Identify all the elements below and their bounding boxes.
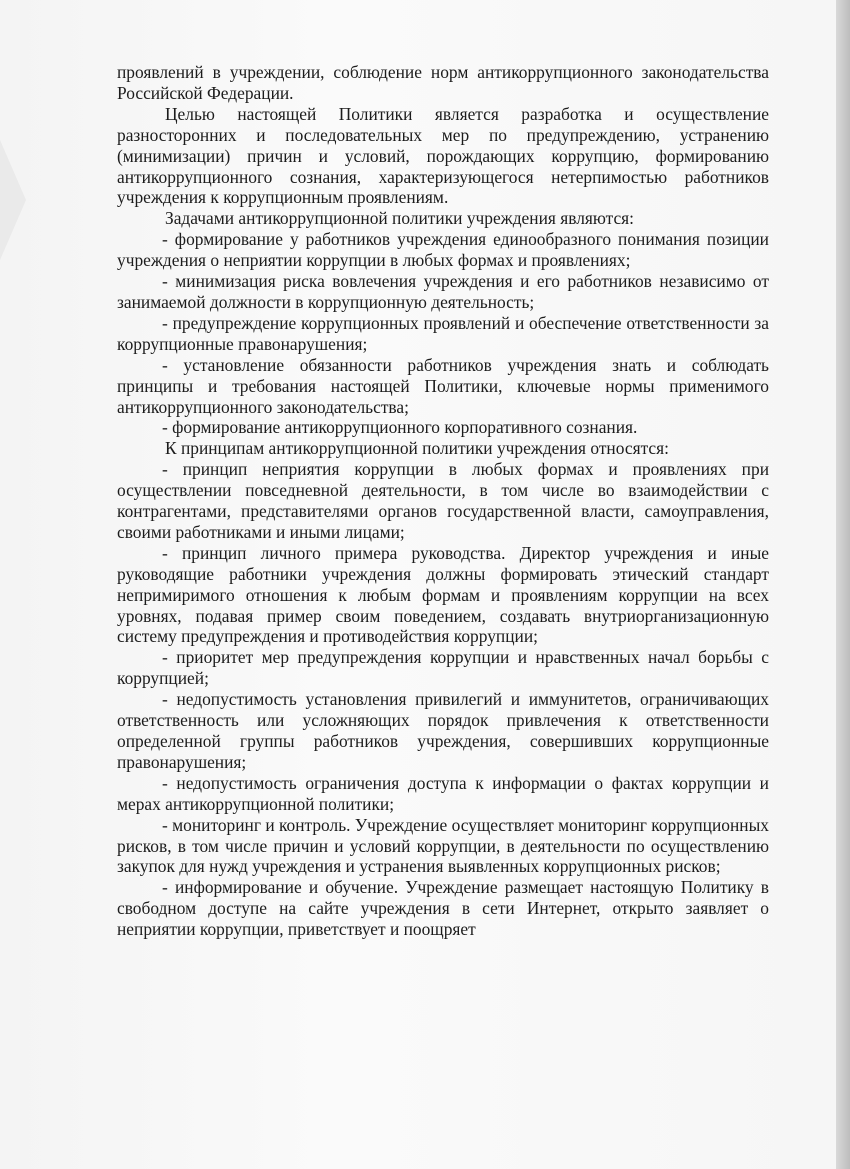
list-item: - предупреждение коррупционных проявлений и обеспечение ответственности за коррупционные правонарушения; — [117, 312, 769, 354]
list-item: - информирование и обучение. Учреждение размещает настоящую Политику в свободном доступе на сайте учреждения в сети Интернет, открыто заявляет о неприятии коррупции, приветствует и поощряет — [117, 877, 769, 940]
list-item: - формирование антикоррупционного корпоративного сознания. — [162, 417, 638, 438]
list-item: - приоритет мер предупреждения коррупции и нравственных начал борьбы с коррупцией; — [117, 647, 769, 689]
paragraph: К принципам антикоррупционной политики учреждения относятся: — [165, 438, 669, 459]
list-item: - недопустимость ограничения доступа к информации о фактах коррупции и мерах антикоррупционной политики; — [117, 772, 769, 814]
document-body — [117, 62, 769, 940]
list-item: - принцип неприятия коррупции в любых формах и проявлениях при осуществлении повседневной деятельности, в том числе во взаимодействии с контрагентами, представителями органов государственной власти, самоуправления, своими работниками и иными лицами; — [117, 459, 769, 542]
page-edge-shadow — [836, 0, 850, 1169]
list-item: - минимизация риска вовлечения учреждения и его работников независимо от занимаемой должности в коррупционную деятельность; — [117, 271, 769, 312]
list-item: - формирование у работников учреждения единообразного понимания позиции учреждения о неприятии коррупции в любых формах и проявлениях; — [117, 229, 769, 271]
paragraph: Задачами антикоррупционной политики учреждения являются: — [165, 208, 635, 229]
list-item: - мониторинг и контроль. Учреждение осуществляет мониторинг коррупционных рисков, в том числе причин и условий коррупции, в деятельности по осуществлению закупок для нужд учреждения и устранения выявленных коррупционных рисков; — [117, 814, 769, 877]
list-item: - принцип личного примера руководства. Директор учреждения и иные руководящие работники учреждения должны формировать этический стандарт непримиримого отношения к любым формам и проявлениям коррупции на всех уровнях, подавая пример своим поведением, создавать внутриорганизационную систему предупреждения и противодействия коррупции; — [117, 542, 769, 647]
list-item: - установление обязанности работников учреждения знать и соблюдать принципы и требования настоящей Политики, ключевые нормы применимого антикоррупционного законодательства; — [117, 354, 769, 417]
page-fold-shadow — [0, 140, 26, 260]
paragraph: Целью настоящей Политики является разработка и осуществление разносторонних и последовательных мер по предупреждению, устранению (минимизации) причин и условий, порождающих коррупцию, формированию антикоррупционного сознания, характеризующегося нетерпимостью работников учреждения к коррупционным проявлениям. — [117, 103, 769, 208]
paragraph: проявлений в учреждении, соблюдение норм антикоррупционного законодательства Российской Федерации. — [117, 62, 769, 103]
list-item: - недопустимость установления привилегий и иммунитетов, ограничивающих ответственность или усложняющих порядок привлечения к ответственности определенной группы работников учреждения, совершивших коррупционные правонарушения; — [117, 689, 769, 772]
